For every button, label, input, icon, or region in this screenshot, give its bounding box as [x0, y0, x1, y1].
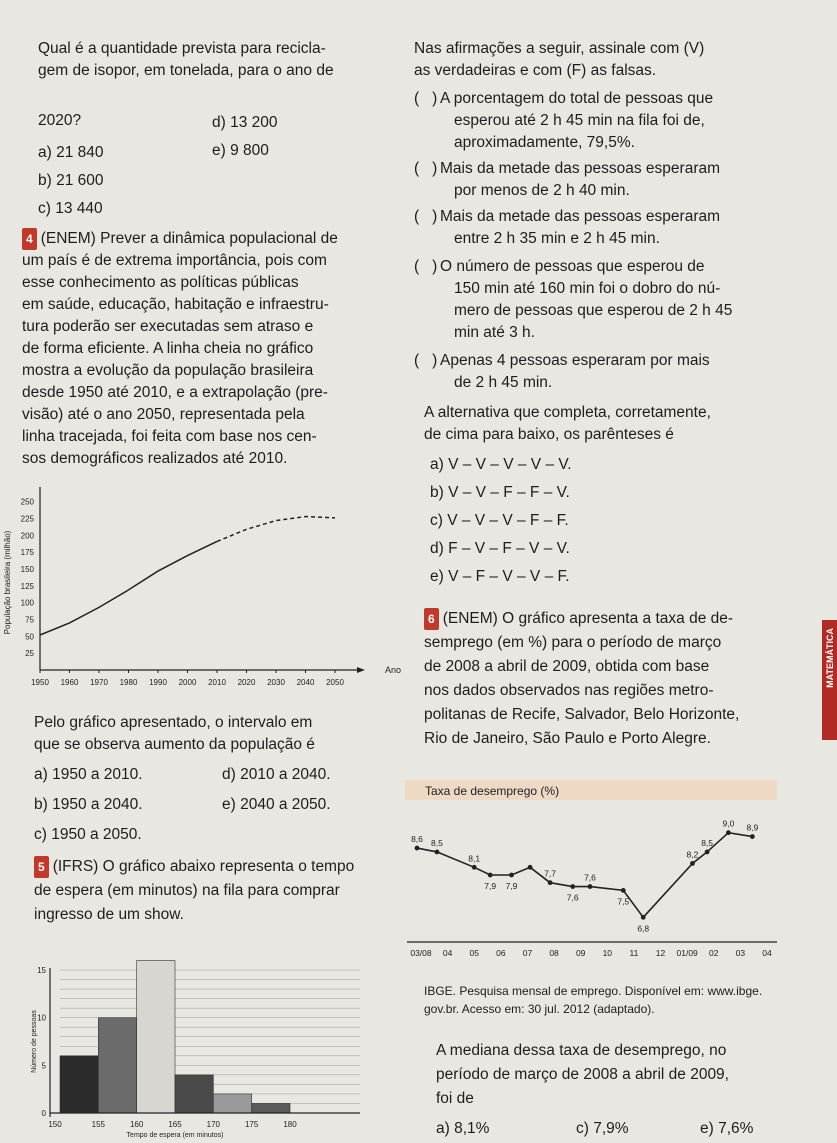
q4-line-5: de forma eficiente. A linha cheia no gráfico [22, 340, 314, 357]
q4-question-1: Pelo gráfico apresentado, o intervalo em [34, 714, 313, 731]
q4-line-10: sos demográficos realizados até 2010. [22, 450, 288, 467]
data-label: 8,5 [701, 837, 714, 848]
q4-line-8: visão) até o ano 2050, representada pela [22, 406, 305, 423]
x-tick-label: 1950 [31, 678, 49, 687]
unemployment-point [726, 830, 731, 835]
q6-option-e[interactable]: e) 7,6% [700, 1120, 754, 1137]
vf-item-2-line-1: Mais da metade das pessoas esperaram [440, 160, 721, 177]
x-tick-label: 1960 [60, 678, 79, 687]
y-axis-label: População brasileira (milhão) [3, 530, 12, 635]
q6-source-2: gov.br. Acesso em: 30 jul. 2012 (adaptado). [424, 1002, 655, 1016]
unemployment-point [435, 850, 440, 855]
y-tick-label: 175 [20, 548, 34, 558]
vf-alt-intro-1: A alternativa que completa, corretamente, [424, 404, 711, 421]
vf-item-1-checkbox[interactable]: ( ) [414, 90, 438, 107]
unemployment-point [472, 865, 477, 870]
population-series-projeção [217, 517, 335, 542]
q6-line-2: de 2008 a abril de 2009, obtida com base [424, 658, 710, 675]
vf-item-2-line-2: por menos de 2 h 40 min. [454, 182, 630, 199]
y-tick-label: 50 [25, 632, 34, 642]
q4-option-d[interactable]: d) 2010 a 2040. [222, 766, 331, 783]
vf-intro-2: as verdadeiras e com (F) as falsas. [414, 62, 657, 79]
q-isopor-stem-2: gem de isopor, em tonelada, para o ano de [38, 62, 334, 79]
x-tick-label: 160 [129, 1120, 144, 1129]
y-tick-label: 75 [25, 615, 34, 625]
q4-option-e[interactable]: e) 2040 a 2050. [222, 796, 331, 813]
q5-number-badge: 5 [34, 856, 49, 878]
data-label: 7,9 [505, 881, 518, 891]
histogram-bar [252, 1103, 290, 1113]
q4-option-c[interactable]: c) 1950 a 2050. [34, 826, 142, 843]
x-tick-label: 03/08 [410, 948, 432, 958]
x-tick-label: 01/09 [676, 948, 698, 958]
vf-option-c[interactable]: c) V – V – V – F – F. [430, 512, 569, 529]
x-tick-label: 12 [655, 948, 666, 958]
unemployment-point [415, 846, 420, 851]
x-tick-label: 08 [549, 948, 559, 958]
vf-item-1-line-2: esperou até 2 h 45 min na fila foi de, [454, 112, 705, 129]
vf-item-2 [414, 158, 720, 180]
q5-line-2: ingresso de um show. [34, 906, 184, 923]
vf-intro-1: Nas afirmações a seguir, assinale com (V) [414, 40, 705, 57]
vf-item-1-line-1: A porcentagem do total de pessoas que [440, 90, 714, 107]
y-tick-label: 25 [25, 649, 34, 659]
q4-line-4: tura poderão ser executadas sem atraso e [22, 318, 314, 335]
q4-question-2: que se observa aumento da população é [34, 736, 315, 753]
x-tick-label: 165 [168, 1120, 182, 1129]
q-isopor-option-b[interactable]: b) 21 600 [38, 172, 104, 189]
data-label: 8,6 [411, 834, 423, 845]
data-label: 7,6 [566, 892, 579, 903]
q6-line-3: nos dados observados nas regiões metro- [424, 682, 714, 699]
vf-item-3-line-1: Mais da metade das pessoas esperaram [440, 208, 721, 225]
y-tick-label: 15 [37, 966, 46, 975]
data-label: 8,9 [746, 822, 759, 833]
y-axis-label: Número de pessoas [31, 1010, 38, 1073]
data-label: 6,8 [637, 923, 650, 934]
data-label: 7,5 [617, 896, 630, 907]
vf-item-3-checkbox[interactable]: ( ) [414, 208, 438, 225]
q4-option-a[interactable]: a) 1950 a 2010. [34, 766, 143, 783]
q5-line-0-text: (IFRS) O gráfico abaixo representa o tempo [52, 858, 355, 875]
q-isopor-option-e[interactable]: e) 9 800 [212, 142, 269, 159]
x-tick-label: 07 [522, 948, 533, 958]
q-isopor-stem-3: 2020? [38, 112, 82, 129]
data-label: 9,0 [722, 818, 735, 829]
vf-item-5 [414, 350, 710, 372]
q6-line-0 [424, 608, 733, 630]
x-tick-label: 2020 [237, 678, 256, 687]
x-tick-label: 2010 [208, 678, 226, 687]
y-tick-label: 200 [20, 531, 34, 541]
histogram-bar [175, 1075, 213, 1113]
subject-label: MATEMÁTICA [824, 628, 835, 688]
x-tick-label: 04 [762, 948, 772, 958]
x-tick-label: 06 [496, 948, 506, 958]
x-tick-label: 2030 [267, 678, 285, 687]
unemployment-point [570, 884, 575, 889]
q5-line-1: de espera (em minutos) na fila para comprar [34, 882, 340, 899]
x-tick-label: 1980 [119, 678, 138, 687]
data-label: 7,6 [584, 872, 596, 883]
q4-line-6: mostra a evolução da população brasileira [22, 362, 314, 379]
x-tick-label: 09 [575, 948, 586, 958]
y-tick-label: 125 [20, 581, 34, 591]
unemployment-point [528, 865, 533, 870]
q6-option-c[interactable]: c) 7,9% [576, 1120, 629, 1137]
data-label: 7,9 [484, 881, 497, 891]
y-tick-label: 225 [20, 514, 34, 524]
chart-title: Taxa de desemprego (%) [425, 784, 560, 798]
vf-item-1 [414, 88, 713, 110]
q6-source-1: IBGE. Pesquisa mensal de emprego. Disponível em: www.ibge. [424, 984, 763, 998]
vf-item-4 [414, 256, 705, 278]
unemployment-point [690, 861, 695, 866]
q6-question-1: A mediana dessa taxa de desemprego, no [436, 1042, 727, 1059]
population-series-observada [40, 541, 217, 635]
population-chart [0, 480, 402, 705]
q4-line-2: esse conhecimento as políticas públicas [22, 274, 299, 291]
q6-line-0-text: (ENEM) O gráfico apresenta a taxa de de- [442, 610, 734, 627]
data-label: 7,7 [544, 868, 556, 879]
vf-item-5-line-2: de 2 h 45 min. [454, 374, 553, 391]
vf-item-4-line-1: O número de pessoas que esperou de [440, 258, 705, 275]
q6-line-5: Rio de Janeiro, São Paulo e Porto Alegre. [424, 730, 711, 747]
unemployment-point [588, 884, 593, 889]
x-tick-label: 10 [602, 948, 613, 958]
unemployment-point [750, 834, 755, 839]
x-tick-label: 11 [629, 948, 639, 958]
x-tick-label: 2050 [326, 678, 344, 687]
x-axis-arrow [357, 667, 365, 673]
x-tick-label: 2040 [296, 678, 315, 687]
histogram-bar [213, 1094, 251, 1113]
q4-line-9: linha tracejada, foi feita com base nos cen- [22, 428, 317, 445]
unemployment-point [509, 873, 514, 878]
vf-option-e[interactable]: e) V – F – V – V – F. [430, 568, 570, 585]
x-tick-label: 04 [442, 948, 453, 958]
x-tick-label: 2000 [178, 678, 197, 687]
x-tick-label: 155 [91, 1120, 106, 1129]
q-isopor-option-a[interactable]: a) 21 840 [38, 144, 104, 161]
unemployment-chart [395, 780, 780, 980]
vf-item-4-line-4: min até 3 h. [454, 324, 535, 341]
subject-sidebar-tab [822, 620, 837, 740]
vf-alt-intro-2: de cima para baixo, os parênteses é [424, 426, 674, 443]
histogram-bar [60, 1056, 98, 1113]
q-isopor-stem-1: Qual é a quantidade prevista para recicla- [38, 40, 326, 57]
x-tick-label: 180 [283, 1120, 297, 1129]
data-label: 8,5 [431, 837, 443, 848]
q6-option-a[interactable]: a) 8,1% [436, 1120, 490, 1137]
x-tick-label: 170 [206, 1120, 221, 1129]
y-tick-label: 150 [20, 565, 34, 575]
x-axis-label: Ano [385, 665, 402, 675]
vf-item-4-checkbox[interactable]: ( ) [414, 258, 438, 275]
q4-option-b[interactable]: b) 1950 a 2040. [34, 796, 143, 813]
y-tick-label: 5 [41, 1061, 46, 1071]
q5-line-0 [34, 856, 354, 878]
vf-option-d[interactable]: d) F – V – F – V – V. [430, 540, 570, 557]
y-tick-label: 100 [20, 598, 34, 608]
x-tick-label: 175 [244, 1120, 259, 1129]
vf-item-5-checkbox[interactable]: ( ) [414, 352, 438, 369]
q-isopor-option-d[interactable]: d) 13 200 [212, 114, 278, 131]
vf-option-a[interactable]: a) V – V – V – V – V. [430, 456, 572, 473]
data-label: 8,1 [468, 853, 481, 864]
vf-item-5-line-1: Apenas 4 pessoas esperaram por mais [440, 352, 710, 369]
q-isopor-option-c[interactable]: c) 13 440 [38, 200, 103, 217]
unemployment-point [621, 888, 626, 893]
vf-item-1-line-3: aproximadamente, 79,5%. [454, 134, 635, 151]
vf-item-2-checkbox[interactable]: ( ) [414, 160, 438, 177]
q4-number-badge: 4 [22, 228, 37, 250]
unemployment-point [641, 915, 646, 920]
q6-question-2: período de março de 2008 a abril de 2009, [436, 1066, 729, 1083]
x-tick-label: 02 [709, 948, 719, 958]
q6-question-3: foi de [436, 1090, 474, 1107]
histogram-bar [137, 960, 175, 1113]
data-label: 8,2 [686, 849, 699, 860]
unemployment-point [488, 873, 493, 878]
unemployment-point [548, 880, 553, 885]
q4-line-1: um país é de extrema importância, pois com [22, 252, 327, 269]
q4-line-3: em saúde, educação, habitação e infraestru- [22, 296, 329, 313]
x-axis-label: Tempo de espera (em minutos) [126, 1132, 224, 1139]
vf-item-3-line-2: entre 2 h 35 min e 2 h 45 min. [454, 230, 660, 247]
unemployment-point [705, 850, 710, 855]
vf-item-4-line-3: mero de pessoas que esperou de 2 h 45 [454, 302, 733, 319]
x-tick-label: 05 [469, 948, 479, 958]
q4-line-0 [22, 228, 338, 250]
q4-line-7: desde 1950 até 2010, e a extrapolação (pre- [22, 384, 328, 401]
y-tick-label: 250 [20, 497, 34, 507]
wait-time-histogram [0, 958, 380, 1143]
q6-line-4: politanas de Recife, Salvador, Belo Horizonte, [424, 706, 740, 723]
q4-line-0-text: (ENEM) Prever a dinâmica populacional de [40, 230, 338, 247]
histogram-bar [98, 1018, 136, 1113]
q6-number-badge: 6 [424, 608, 439, 630]
x-tick-label: 1990 [149, 678, 167, 687]
x-tick-label: 150 [48, 1120, 62, 1129]
x-tick-label: 1970 [90, 678, 108, 687]
q6-line-1: semprego (em %) para o período de março [424, 634, 722, 651]
y-tick-label: 0 [41, 1109, 46, 1118]
y-tick-label: 10 [37, 1013, 46, 1023]
x-tick-label: 03 [735, 948, 746, 958]
vf-item-3 [414, 206, 720, 228]
vf-item-4-line-2: 150 min até 160 min foi o dobro do nú- [454, 280, 721, 297]
vf-option-b[interactable]: b) V – V – F – F – V. [430, 484, 570, 501]
